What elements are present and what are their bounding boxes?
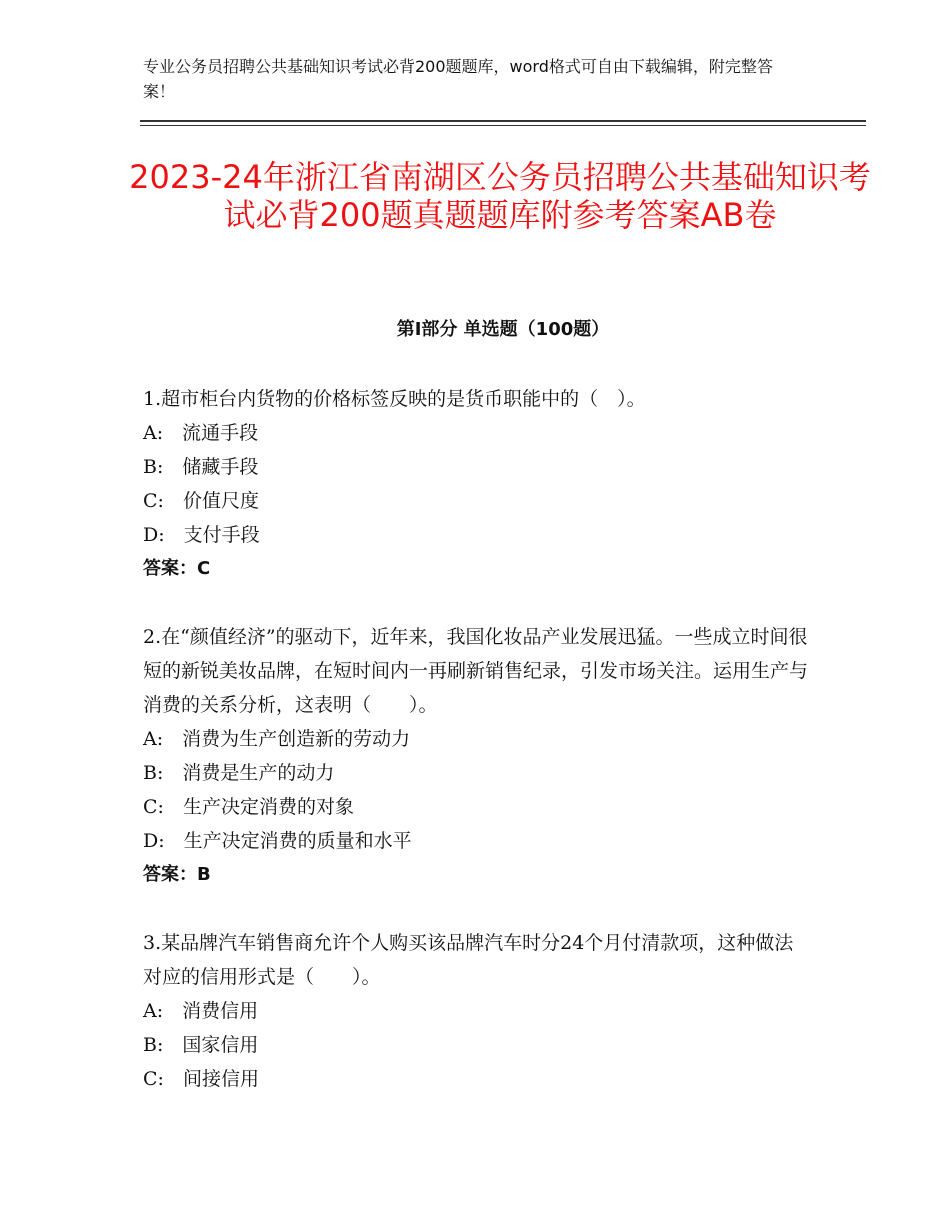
option-d: D: 支付手段 xyxy=(143,524,260,546)
question-stem: 3.某品牌汽车销售商允许个人购买该品牌汽车时分24个月付清款项，这种做法对应的信用形式是（ ）。 xyxy=(143,932,794,988)
option-b: B: 消费是生产的动力 xyxy=(143,762,335,784)
question-stem: 1.超市柜台内货物的价格标签反映的是货币职能中的（ ）。 xyxy=(143,388,646,410)
option-a: A: 消费信用 xyxy=(143,1000,259,1022)
option-c: C: 间接信用 xyxy=(143,1068,259,1090)
option-a: A: 流通手段 xyxy=(143,422,259,444)
header-divider-thin xyxy=(140,125,866,126)
question-list xyxy=(143,382,808,1130)
option-b: B: 国家信用 xyxy=(143,1034,259,1056)
option-c: C: 价值尺度 xyxy=(143,490,259,512)
header-note: 专业公务员招聘公共基础知识考试必背200题题库，word格式可自由下载编辑，附完整答案！ xyxy=(143,57,773,101)
header-divider-thick xyxy=(140,120,866,122)
option-b: B: 储藏手段 xyxy=(143,456,259,478)
question-stem: 2.在“颜值经济”的驱动下，近年来，我国化妆品产业发展迅猛。一些成立时间很短的新锐美妆品牌，在短时间内一再刷新销售纪录，引发市场关注。运用生产与消费的关系分析，这表明（ ）。 xyxy=(143,626,809,716)
answer-label: 答案：B xyxy=(143,864,211,885)
question-2 xyxy=(143,620,808,892)
section-title: 第Ⅰ部分 单选题（100题） xyxy=(396,319,610,340)
answer-label: 答案：C xyxy=(143,558,211,579)
option-a: A: 消费为生产创造新的劳动力 xyxy=(143,728,411,750)
question-1 xyxy=(143,382,808,586)
option-c: C: 生产决定消费的对象 xyxy=(143,796,354,818)
option-d: D: 生产决定消费的质量和水平 xyxy=(143,830,412,852)
page-title: 2023-24年浙江省南湖区公务员招聘公共基础知识考试必背200题真题题库附参考答案AB卷 xyxy=(129,158,871,234)
question-3 xyxy=(143,926,808,1096)
